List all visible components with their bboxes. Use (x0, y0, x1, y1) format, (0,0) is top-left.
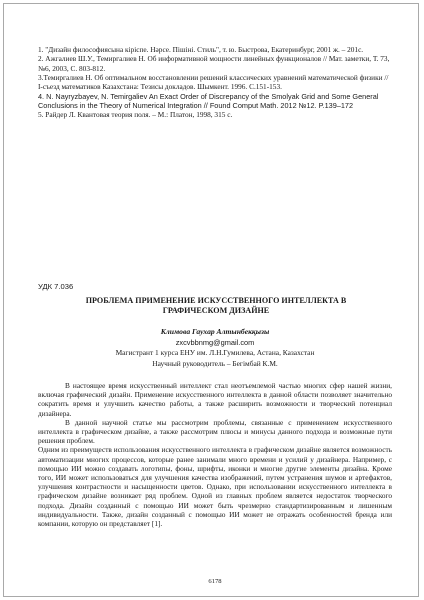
reference-item: 5. Райдер Л. Квантовая теория поля. – М.: Платон, 1998, 315 с. (38, 110, 233, 120)
author-name: Климова Гаухар Алтынбекқызы (160, 327, 270, 336)
udc-code: УДК 7.036 (38, 282, 74, 291)
document-page (3, 3, 419, 597)
page-number: 6178 (208, 578, 222, 585)
reference-item: 1. "Дизайн философиясына кіріспе. Нәрсе. Пішіні. Стиль", т. ю. Быстрова, Екатеринбург, 2001 ж. – 201с. (38, 45, 364, 54)
author-affiliation: Магистрант 1 курса ЕНУ им. Л.Н.Гумилева, Астана, Казахстан (115, 348, 315, 357)
body-paragraph: В настоящее время искусственный интеллект стал неотъемлемой частью многих сфер нашей жизни, включая графический дизайн. Применение искусственного интеллекта в данной области позволяет значительно сократить время и улучшить качество работы, а также расширить возможности и творческий потенциал дизайнера. (38, 381, 392, 418)
author-email: zxcvbbnmg@gmail.com (175, 338, 255, 347)
scientific-supervisor: Научный руководитель – Бегімбай К.М. (152, 359, 278, 368)
article-title: ПРОБЛЕМА ПРИМЕНЕНИЕ ИСКУССТВЕННОГО ИНТЕЛЛЕКТА В ГРАФИЧЕСКОМ ДИЗАЙНЕ (85, 296, 347, 315)
article-body (38, 381, 392, 528)
reference-item: 3.Темиргалиев Н. Об оптимальном восстановлении решений классических уравнений математической физики // I-съезд математиков Казахстана: Тезисы докладов. Шымкент. 1996. С.151-153. (38, 73, 389, 92)
reference-list (38, 45, 392, 120)
reference-item: 2. Ажгалиев Ш.У., Темиргалиев Н. Об информативной мощности линейных функционалов // Мат. заметки, Т. 73, №6, 2003, С. 803-812. (38, 54, 390, 73)
body-paragraph: В данной научной статье мы рассмотрим проблемы, связанные с применением искусственного интеллекта в графическом дизайне, а также рассмотрим плюсы и минусы данного подхода и возможные пути решения проблем. (38, 417, 392, 446)
reference-item: 4. N. Nayryzbayev, N. Temirgaliev An Exact Order of Discrepancy of the Smolyak Grid and Some General Conclusions in the Theory of Numerical Integration // Found Comput Math. 2012 №12. P.139–172 (38, 91, 379, 110)
body-paragraph: Одним из преимуществ использования искусственного интеллекта в графическом дизайне является возможность автоматизации многих процессов, которые ранее занимали много времени и усилий у дизайнера. Например, с помощью ИИ можно создавать логотипы, фоны, шрифты, иконки и многие другие элементы дизайна. Кроме того, ИИ может использоваться для улучшения качества изображений, путем устранения шумов и артефактов, улучшения контрастности и насыщенности цветов. Однако, при использовании искусственного интеллекта в графическом дизайне возникает ряд проблем. Одной из главных проблем является недостаток творческого подхода. Дизайн созданный с помощью ИИ может быть чрезмерно стандартизированным и лишенным индивидуальности. Также, дизайн созданный с помощью ИИ может не отражать особенностей бренда или компании, которую он представляет [1]. (38, 445, 392, 529)
